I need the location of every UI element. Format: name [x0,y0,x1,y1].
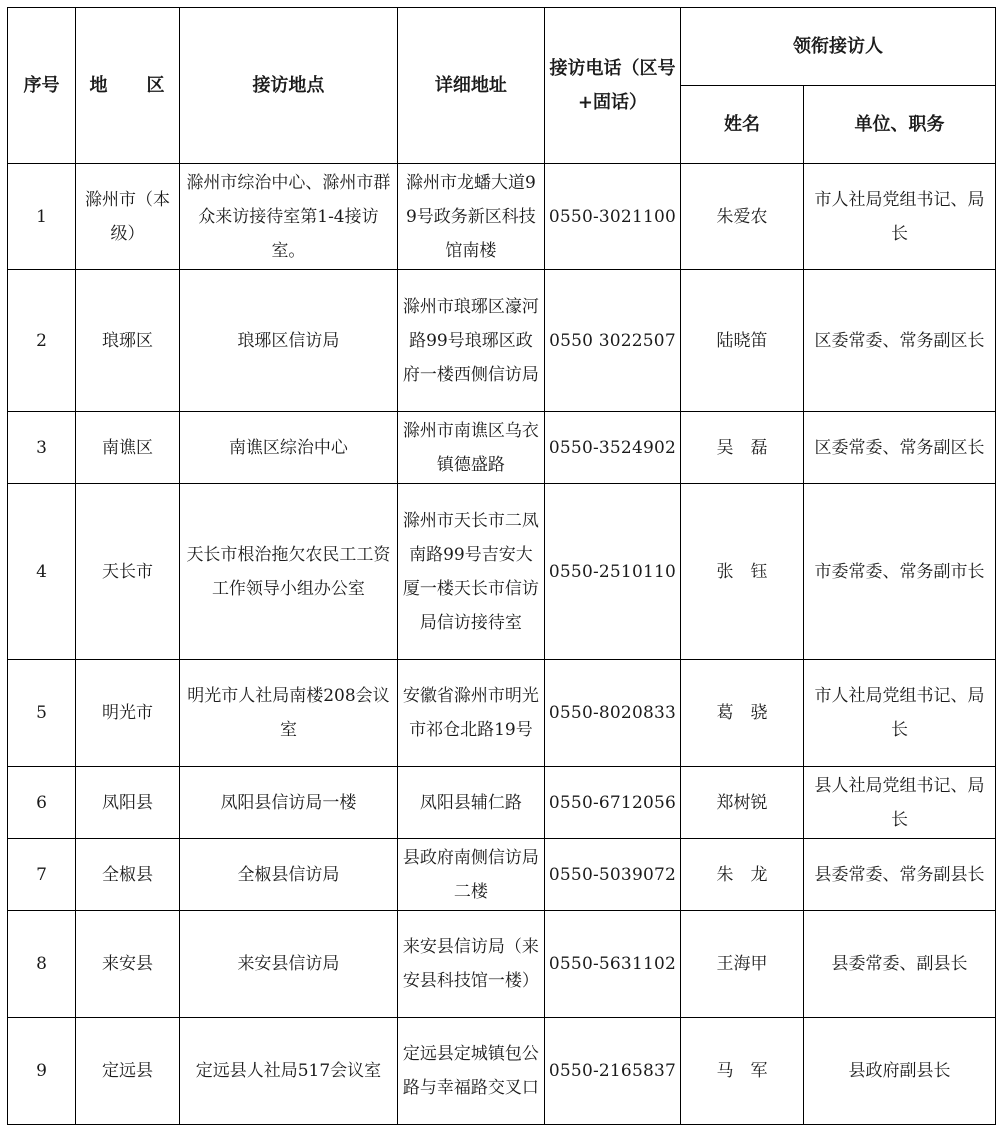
cell-location: 天长市根治拖欠农民工工资工作领导小组办公室 [179,484,397,660]
table-row [8,839,996,911]
cell-name: 吴 磊 [681,412,804,484]
cell-region: 琅琊区 [75,270,179,412]
cell-phone: 0550-3524902 [544,412,680,484]
cell-phone: 0550 3022507 [544,270,680,412]
cell-unit: 县政府副县长 [803,1018,995,1125]
cell-unit: 市人社局党组书记、局长 [803,164,995,270]
cell-address: 滁州市南谯区乌衣镇德盛路 [397,412,544,484]
cell-address: 安徽省滁州市明光市祁仓北路19号 [397,660,544,767]
header-no: 序号 [8,8,76,164]
cell-location: 全椒县信访局 [179,839,397,911]
cell-phone: 0550-8020833 [544,660,680,767]
cell-address: 滁州市龙蟠大道99号政务新区科技馆南楼 [397,164,544,270]
cell-no: 5 [8,660,76,767]
cell-phone: 0550-2165837 [544,1018,680,1125]
table-row [8,1018,996,1125]
cell-address: 滁州市天长市二凤南路99号吉安大厦一楼天长市信访局信访接待室 [397,484,544,660]
cell-region: 定远县 [75,1018,179,1125]
cell-location: 来安县信访局 [179,911,397,1018]
cell-unit: 县人社局党组书记、局长 [803,767,995,839]
cell-name: 张 钰 [681,484,804,660]
cell-unit: 市人社局党组书记、局长 [803,660,995,767]
cell-no: 4 [8,484,76,660]
cell-region: 明光市 [75,660,179,767]
cell-address: 凤阳县辅仁路 [397,767,544,839]
cell-region: 全椒县 [75,839,179,911]
table-row [8,270,996,412]
table-row [8,164,996,270]
cell-address: 县政府南侧信访局二楼 [397,839,544,911]
header-phone: 接访电话（区号+固话） [544,8,680,164]
cell-name: 郑树锐 [681,767,804,839]
table-row [8,660,996,767]
table-row [8,484,996,660]
cell-no: 9 [8,1018,76,1125]
cell-unit: 区委常委、常务副区长 [803,270,995,412]
cell-no: 8 [8,911,76,1018]
cell-region: 南谯区 [75,412,179,484]
header-unit: 单位、职务 [803,86,995,164]
cell-name: 王海甲 [681,911,804,1018]
cell-unit: 市委常委、常务副市长 [803,484,995,660]
cell-name: 葛 骁 [681,660,804,767]
header-location: 接访地点 [179,8,397,164]
cell-address: 定远县定城镇包公路与幸福路交叉口 [397,1018,544,1125]
table-row [8,911,996,1018]
header-name: 姓名 [681,86,804,164]
cell-no: 1 [8,164,76,270]
cell-address: 来安县信访局（来安县科技馆一楼） [397,911,544,1018]
cell-name: 陆晓笛 [681,270,804,412]
cell-location: 南谯区综治中心 [179,412,397,484]
cell-region: 滁州市（本级） [75,164,179,270]
cell-name: 马 军 [681,1018,804,1125]
cell-name: 朱 龙 [681,839,804,911]
cell-no: 7 [8,839,76,911]
cell-location: 琅琊区信访局 [179,270,397,412]
cell-address: 滁州市琅琊区濠河路99号琅琊区政府一楼西侧信访局 [397,270,544,412]
cell-location: 凤阳县信访局一楼 [179,767,397,839]
cell-location: 明光市人社局南楼208会议室 [179,660,397,767]
cell-region: 天长市 [75,484,179,660]
header-leader: 领衔接访人 [681,8,996,86]
cell-region: 凤阳县 [75,767,179,839]
cell-no: 2 [8,270,76,412]
cell-no: 3 [8,412,76,484]
cell-no: 6 [8,767,76,839]
table-row [8,767,996,839]
cell-phone: 0550-3021100 [544,164,680,270]
cell-location: 滁州市综治中心、滁州市群众来访接待室第1-4接访室。 [179,164,397,270]
table-row [8,412,996,484]
cell-name: 朱爱农 [681,164,804,270]
cell-phone: 0550-2510110 [544,484,680,660]
header-region: 地 区 [75,8,179,164]
cell-location: 定远县人社局517会议室 [179,1018,397,1125]
reception-table [7,7,996,1125]
cell-unit: 县委常委、副县长 [803,911,995,1018]
cell-phone: 0550-6712056 [544,767,680,839]
cell-unit: 县委常委、常务副县长 [803,839,995,911]
cell-phone: 0550-5039072 [544,839,680,911]
cell-phone: 0550-5631102 [544,911,680,1018]
header-address: 详细地址 [397,8,544,164]
cell-unit: 区委常委、常务副区长 [803,412,995,484]
cell-region: 来安县 [75,911,179,1018]
